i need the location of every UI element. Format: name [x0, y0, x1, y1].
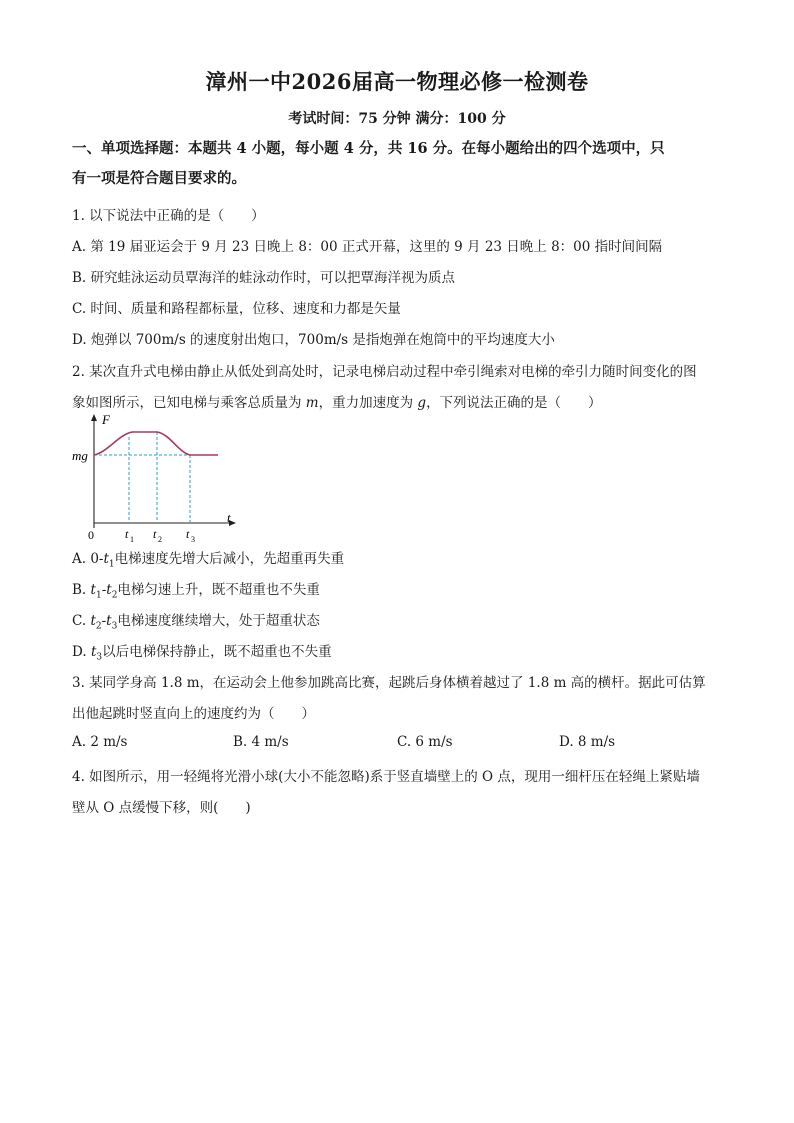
- t1-label: t: [125, 527, 129, 541]
- t3-subscript: 3: [191, 535, 195, 544]
- q1-option-a: A. 第 19 届亚运会于 9 月 23 日晚上 8：00 正式开幕，这里的 9 月 23 日晚上 8：00 指时间间隔: [72, 239, 663, 255]
- q3-option-d: D. 8 m/s: [559, 734, 616, 750]
- mg-label: mg: [72, 448, 88, 463]
- q1-option-b: B. 研究蛙泳运动员覃海洋的蛙泳动作时，可以把覃海洋视为质点: [72, 270, 456, 286]
- t3-label: t: [186, 527, 190, 541]
- x-axis-label: t: [227, 510, 231, 525]
- y-axis-label: F: [102, 412, 110, 427]
- force-time-graph: [70, 410, 250, 545]
- t2-subscript: 2: [158, 535, 162, 544]
- force-curve: [94, 432, 218, 455]
- q4-stem-line2: 壁从 O 点缓慢下移，则( ): [72, 800, 251, 816]
- y-axis-arrow: [91, 414, 97, 421]
- section-heading-line2: 有一项是符合题目要求的。: [72, 170, 246, 187]
- section-heading: [72, 134, 722, 194]
- q3-stem-line2: 出他起跳时竖直向上的速度约为（ ）: [72, 706, 315, 722]
- q3-option-b: B. 4 m/s: [233, 734, 289, 750]
- exam-title: 漳州一中2026届高一物理必修一检测卷: [205, 69, 589, 94]
- q3-option-a: A. 2 m/s: [72, 734, 128, 750]
- q1-stem: 1. 以下说法中正确的是（ ）: [72, 208, 265, 224]
- exam-subtitle: 考试时间：75 分钟 满分：100 分: [288, 111, 506, 127]
- q3-stem-line1: 3. 某同学身高 1.8 m，在运动会上他参加跳高比赛，起跳后身体横着越过了 1.8 m 高的横杆。据此可估算: [72, 675, 706, 691]
- q2-option-d: D. $t_3$以后电梯保持静止，既不超重也不失重: [72, 644, 332, 663]
- q1-option-d: D. 炮弹以 700m/s 的速度射出炮口，700m/s 是指炮弹在炮筒中的平均速度大小: [72, 332, 555, 348]
- q2-option-b: B. $t_1-t_2$电梯匀速上升，既不超重也不失重: [72, 582, 320, 601]
- q3-option-c: C. 6 m/s: [397, 734, 453, 750]
- q2-stem-line2: 象如图所示，已知电梯与乘客总质量为 m，重力加速度为 g，下列说法正确的是（ ）: [72, 395, 602, 411]
- q4-stem-line1: 4. 如图所示，用一轻绳将光滑小球(大小不能忽略)系于竖直墙壁上的 O 点，现用一细杆压在轻绳上紧贴墙: [72, 769, 700, 785]
- q1-option-c: C. 时间、质量和路程都标量，位移、速度和力都是矢量: [72, 301, 401, 317]
- t2-label: t: [153, 527, 157, 541]
- q2-stem-line1: 2. 某次直升式电梯由静止从低处到高处时，记录电梯启动过程中牵引绳索对电梯的牵引力随时间变化的图: [72, 364, 697, 380]
- q2-option-a: A. $0-t_1$电梯速度先增大后减小，先超重再失重: [72, 551, 345, 570]
- section-heading-line1: 一、单项选择题：本题共 4 小题，每小题 4 分，共 16 分。在每小题给出的四个选项中，只: [72, 140, 665, 157]
- origin-label: 0: [88, 528, 94, 542]
- q2-option-c: C. $t_2-t_3$电梯速度继续增大，处于超重状态: [72, 613, 320, 632]
- t1-subscript: 1: [130, 535, 134, 544]
